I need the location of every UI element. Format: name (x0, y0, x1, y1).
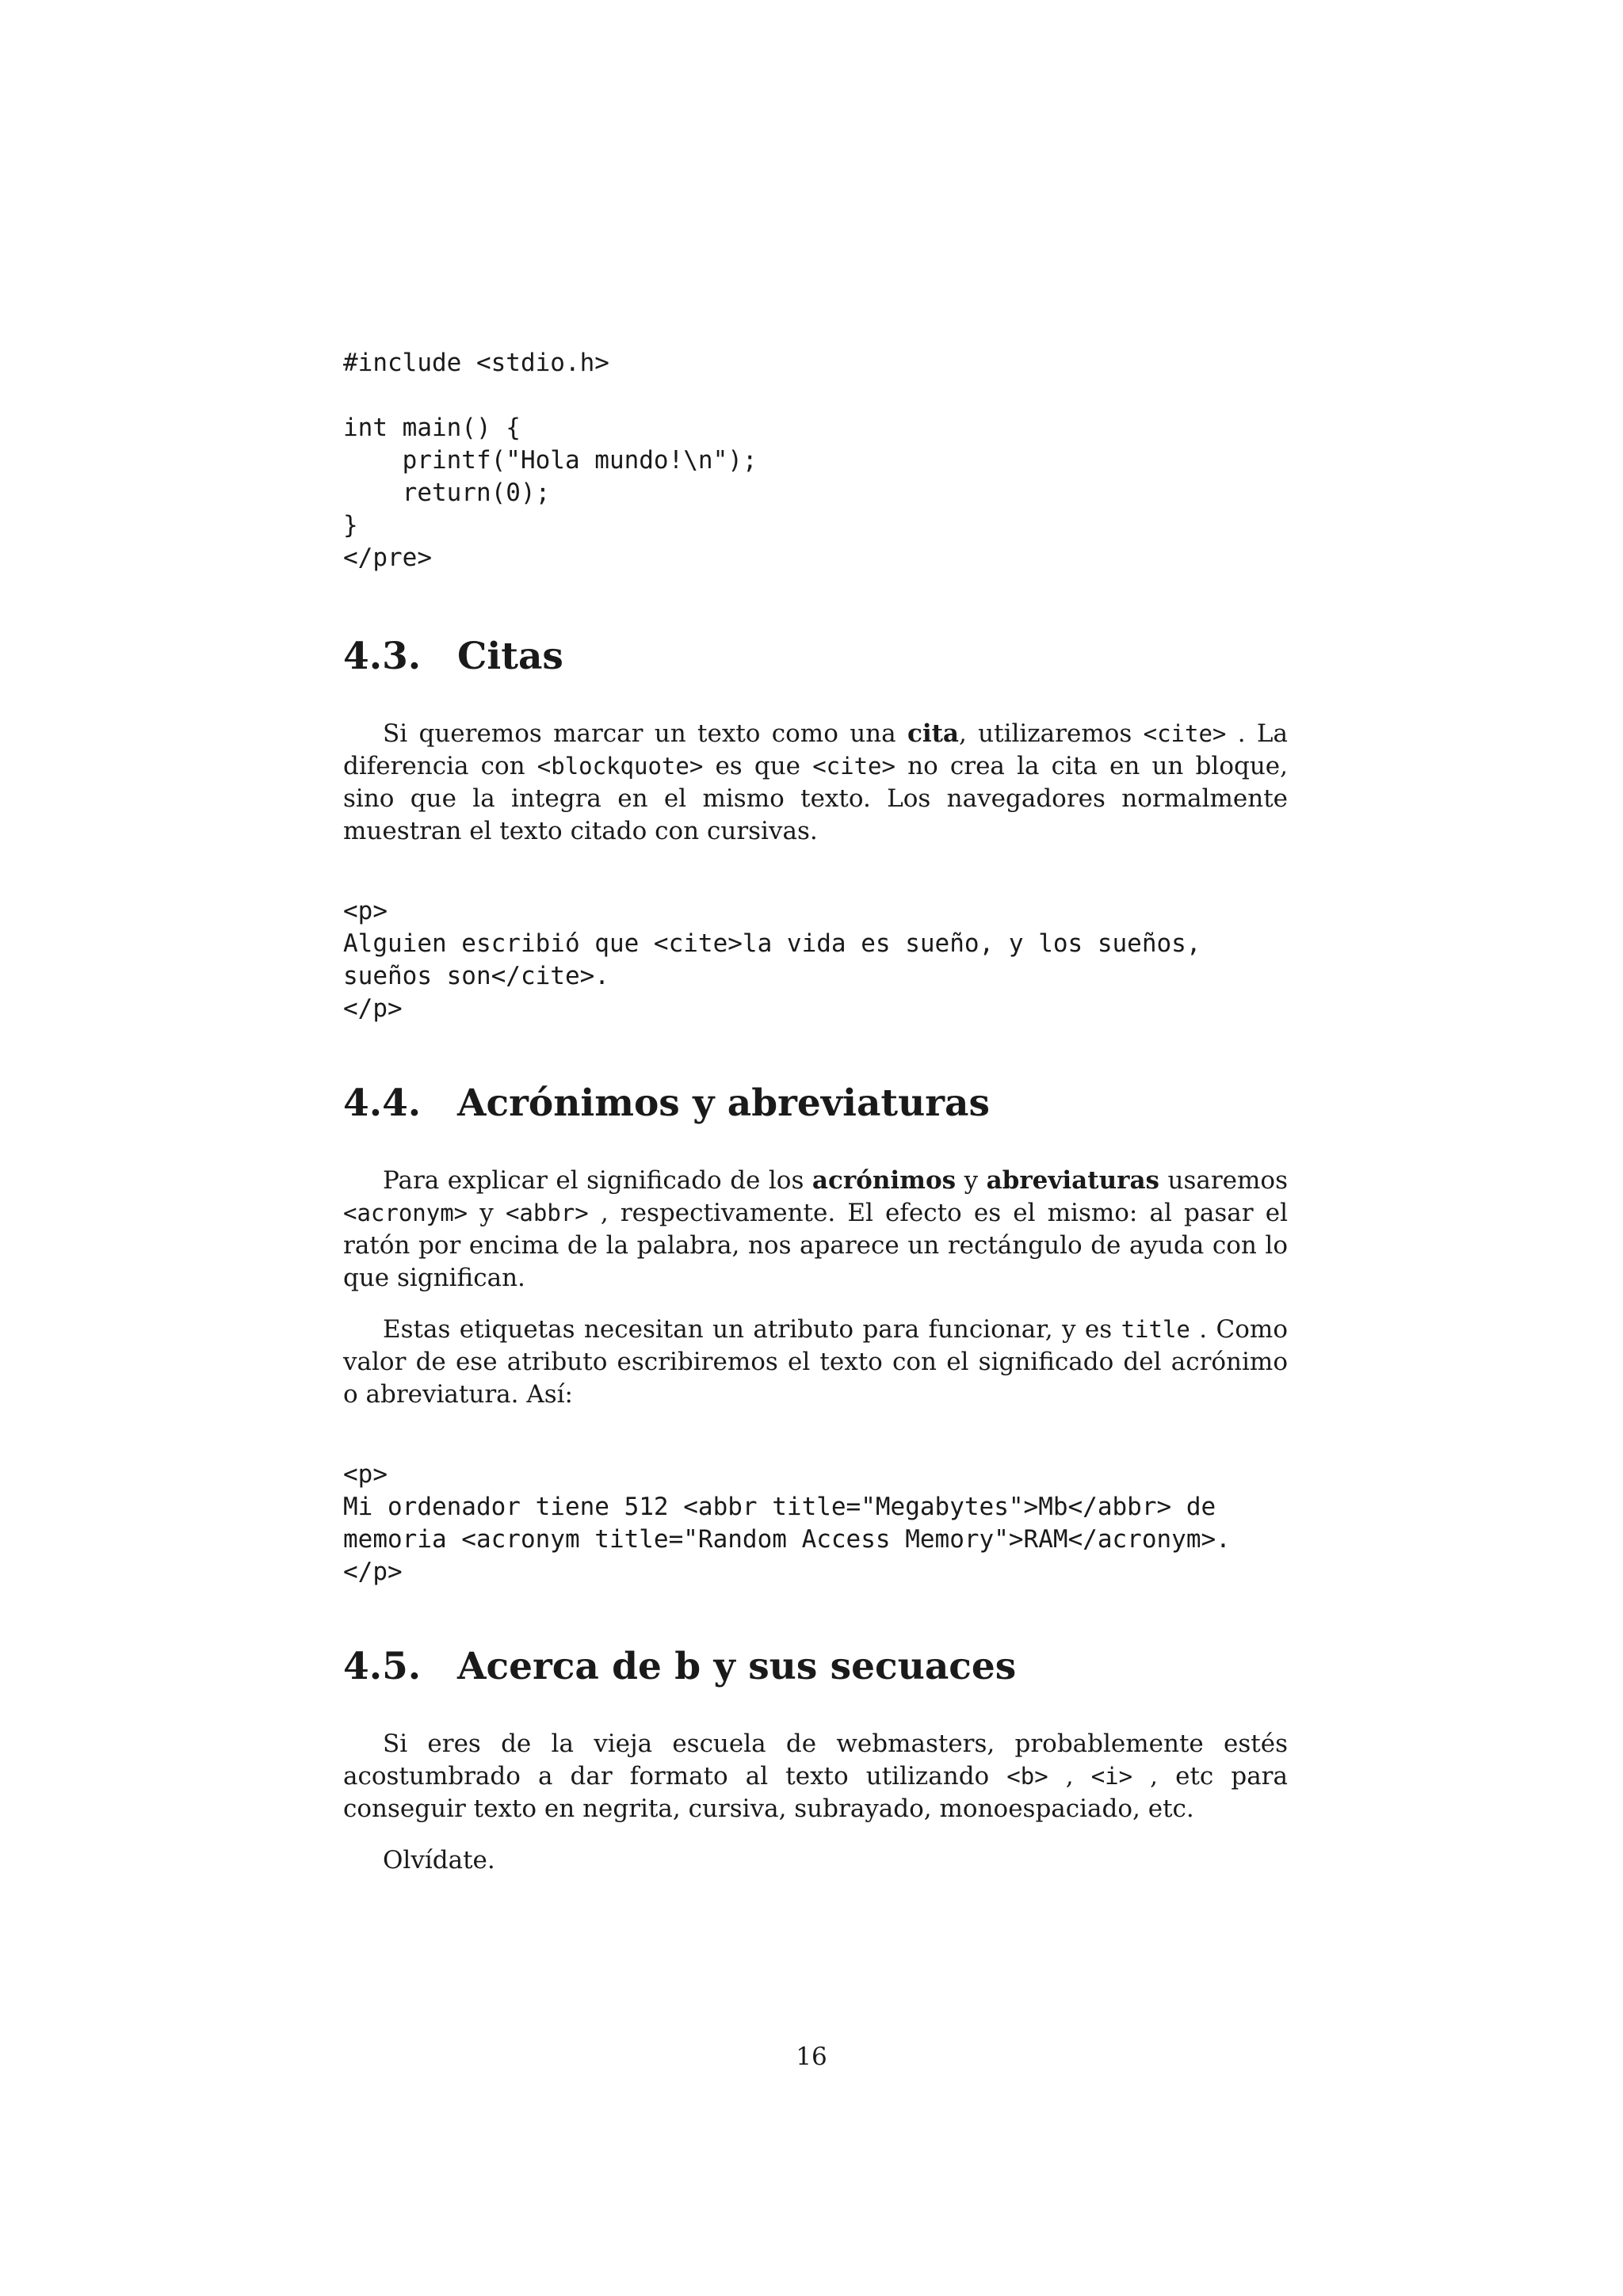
inline-code: <b> (1006, 1763, 1048, 1790)
paragraph-acronimos (343, 1165, 1288, 1295)
text-run: no crea la cita en un bloque, sino que la integra en el mismo texto. Los navegadores normalmente muestran el texto citado con cursivas. (343, 752, 1288, 845)
paragraph-olvidate: Olvídate. (383, 1846, 495, 1875)
page-content (343, 347, 1288, 1877)
section-number: 4.3. (343, 635, 422, 678)
inline-code: <abbr> (505, 1199, 589, 1226)
text-run: . Como valor de ese atributo escribiremos el texto con el significado del acrónimo o abreviatura. Así: (343, 1315, 1288, 1409)
text-run: , respectivamente. El efecto es el mismo: al pasar el ratón por encima de la palabra, nos aparece un rectángulo de ayuda con lo que significan. (343, 1199, 1288, 1292)
paragraph-citas (343, 718, 1288, 848)
bold-term: abreviaturas (986, 1166, 1160, 1195)
paragraph-title-attribute (343, 1314, 1288, 1411)
inline-code: <cite> (812, 753, 896, 780)
inline-code: <blockquote> (537, 753, 704, 780)
text-run: usaremos (1159, 1166, 1288, 1195)
text-run: Para explicar el significado de los (383, 1166, 812, 1195)
bold-term: acrónimos (812, 1166, 957, 1195)
text-run: es que (703, 752, 813, 780)
section-heading-citas (343, 634, 1288, 680)
bold-term: cita (907, 719, 959, 748)
inline-code: <cite> (1143, 720, 1227, 747)
code-block-hello-world: #include <stdio.h> int main() { printf("Hola mundo!\n"); return(0); } </pre> (343, 349, 758, 572)
inline-code: <i> (1090, 1763, 1133, 1790)
page-number: 16 (796, 2042, 827, 2071)
text-run: Si eres de la vieja escuela de webmasters, probablemente estés acostumbrado a dar formato al texto utilizando (343, 1730, 1288, 1791)
section-heading-acerca-de-b (343, 1644, 1288, 1690)
section-title: Citas (457, 635, 563, 678)
text-run: , utilizaremos (959, 719, 1144, 748)
inline-code: title (1121, 1316, 1190, 1343)
section-number: 4.5. (343, 1645, 422, 1688)
text-run: . La diferencia con (343, 719, 1288, 780)
section-heading-acronimos (343, 1081, 1288, 1127)
code-block-abbr-example: <p> Mi ordenador tiene 512 <abbr title="Megabytes">Mb</abbr> de memoria <acronym title="Random Access Memory">RAM</acronym>. </p> (343, 1460, 1231, 1586)
text-run: , (1048, 1762, 1091, 1791)
code-block-cite-example: <p> Alguien escribió que <cite>la vida es sueño, y los sueños, sueños son</cite>. </p> (343, 897, 1201, 1023)
section-title: Acrónimos y abreviaturas (457, 1081, 990, 1125)
inline-code: <acronym> (343, 1199, 468, 1226)
text-run: , etc para conseguir texto en negrita, cursiva, subrayado, monoespaciado, etc. (343, 1762, 1288, 1823)
paragraph-vieja-escuela (343, 1728, 1288, 1825)
section-number: 4.4. (343, 1081, 422, 1125)
section-title: Acerca de b y sus secuaces (457, 1645, 1017, 1688)
text-run: Si queremos marcar un texto como una (383, 719, 907, 748)
text-run: Estas etiquetas necesitan un atributo para funcionar, y es (383, 1315, 1121, 1344)
text-run: y (956, 1166, 987, 1195)
text-run: y (468, 1199, 506, 1227)
